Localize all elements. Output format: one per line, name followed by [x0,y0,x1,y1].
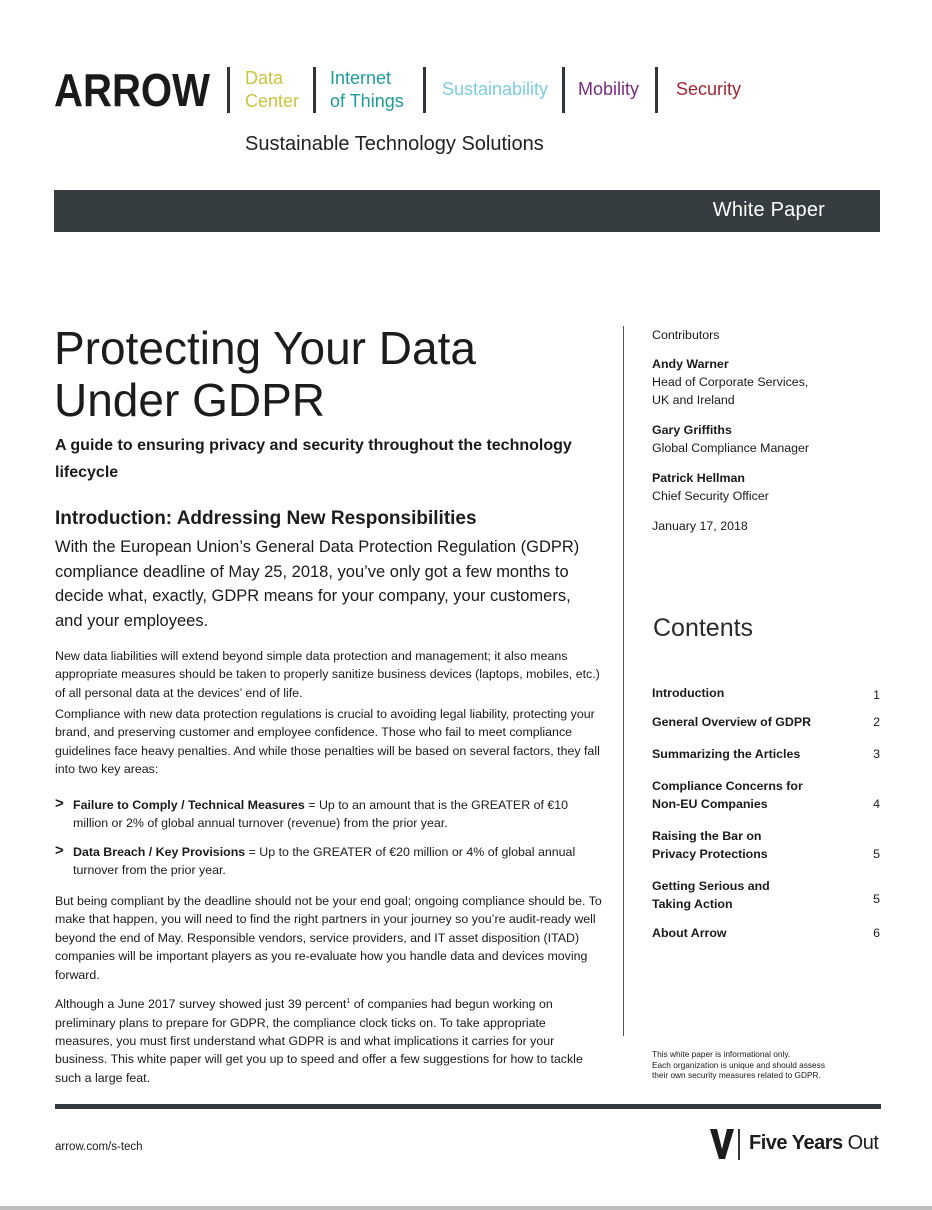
penalty-bullet-1 [55,796,603,833]
toc-page-number: 5 [873,847,880,861]
bullet-bold: Data Breach / Key Provisions [73,845,246,859]
contributor-role: Head of Corporate Services, [652,375,809,389]
contributor-role: Chief Security Officer [652,489,769,503]
disclaimer-line: Each organization is unique and should assess [652,1059,825,1070]
toc-label-text: Compliance Concerns for [652,779,803,793]
toc-label-text: Privacy Protections [652,847,768,861]
column-divider [623,326,624,1036]
toc-item-summarizing-articles[interactable] [652,745,842,763]
toc-label-text: Introduction [652,686,725,700]
category-label-line2: of Things [330,91,404,111]
toc-page-number: 3 [873,747,880,761]
toc-page-number: 1 [873,688,880,702]
arrow-logo-text: ARROW [54,64,211,116]
disclaimer-line: This white paper is informational only. [652,1049,791,1059]
toc-label-text: Getting Serious and [652,879,770,893]
page-title [54,322,594,426]
chevron-right-icon: > [55,842,64,859]
category-label-line1: Mobility [578,79,640,99]
toc-page-number: 6 [873,926,880,940]
toc-label-text: General Overview of GDPR [652,715,812,729]
bullet-text [73,796,603,833]
para4-start: Although a June 2017 survey showed just 39 percent [55,997,347,1012]
header-divider [655,67,658,113]
five-years-out-wordmark [749,1132,878,1155]
contributor-name: Andy Warner [652,357,729,371]
para4-end: of companies had begun working on preliminary plans to prepare for GDPR, the compliance clock ticks on. To take appropriate measures, you must first understand what GDPR is and what implications it carries for your business. This white paper will get you up to speed and offer a few suggestions for how to tackle such a large feat. [55,997,583,1085]
toc-item-general-overview[interactable] [652,713,842,731]
tagline: Sustainable Technology Solutions [245,133,544,155]
toc-item-getting-serious[interactable] [652,877,842,913]
header-divider [423,67,426,113]
contributors-label: Contributors [652,328,720,342]
footer-rule [55,1104,881,1109]
toc-item-about-arrow[interactable] [652,924,842,942]
category-label-line1: Sustainability [442,79,549,99]
footnote-ref[interactable]: 1 [346,998,351,1005]
contents-title: Contents [653,614,754,642]
contributor [652,355,882,409]
category-data-center[interactable] [245,67,299,113]
contributor [652,421,882,457]
category-sustainability[interactable] [442,78,548,101]
white-paper-banner [54,190,880,232]
contributor-role: Global Compliance Manager [652,441,810,455]
toc-label-text: Taking Action [652,897,733,911]
body-paragraph-3: But being compliant by the deadline should not be your end goal; ongoing compliance should be. To make that happen, you will need to find the right partners in your journey so you’re audit-ready well beyond the end of May. Responsible vendors, service providers, and IT asset disposition (ITAD) companies will be important players as you re-evaluate how you handle data and devices moving forward. [55,894,602,982]
bullet-body: = Up to an amount that is the GREATER of €10 million or 2% of global annual turnover (revenue) from the prior year. [73,798,569,831]
category-mobility[interactable] [578,78,639,101]
toc-label-text: Non-EU Companies [652,797,768,811]
title-line-1: Protecting Your Data [54,322,476,374]
contributor-name: Gary Griffiths [652,423,732,437]
toc-page-number: 2 [873,715,880,729]
bullet-body: = Up to the GREATER of €20 million or 4% of global annual turnover from the prior year. [73,845,576,878]
category-security[interactable] [676,78,741,101]
header-divider [227,67,230,113]
toc-item-introduction[interactable] [652,684,842,702]
five-years-out-icon [710,1129,734,1159]
category-label-line1: Data [245,68,284,88]
header-divider [562,67,565,113]
contributor-role: UK and Ireland [652,393,735,407]
subtitle: A guide to ensuring privacy and security throughout the technology lifecycle [55,437,572,481]
penalty-bullet-2 [55,843,603,880]
body-paragraph-1: New data liabilities will extend beyond simple data protection and management; it also means appropriate measures should be taken to properly sanitize business devices (laptops, mobiles, etc.) of all personal data at the devices’ end of life. [55,649,600,700]
header-divider [313,67,316,113]
toc-item-compliance-concerns[interactable] [652,777,842,813]
footer-brand-divider [738,1129,740,1160]
category-label-line1: Security [676,79,742,99]
bullet-bold: Failure to Comply / Technical Measures [73,798,305,812]
category-label-line1: Internet [330,68,392,88]
chevron-right-icon: > [55,795,64,812]
section-heading: Introduction: Addressing New Responsibilities [55,508,477,529]
title-line-2: Under GDPR [54,374,325,426]
arrow-logo [54,64,211,116]
lead-paragraph: With the European Union’s General Data Protection Regulation (GDPR) compliance deadline of May 25, 2018, you’ve only got a few months to decide what, exactly, GDPR means for your company, your customers, and your employees. [55,538,580,630]
toc-label-text: Summarizing the Articles [652,747,801,761]
toc-page-number: 5 [873,892,880,906]
disclaimer-line: their own security measures related to GDPR. [652,1070,821,1080]
toc-item-raising-the-bar[interactable] [652,827,842,863]
brand-regular: Out [842,1132,879,1154]
toc-label-text: About Arrow [652,926,727,940]
brand-bold: Five Years [749,1132,843,1154]
contributor [652,469,882,505]
banner-label: White Paper [712,199,825,221]
body-paragraph-2: Compliance with new data protection regulations is crucial to avoiding legal liability, protecting your brand, and preserving customer and employee confidence. Those who fail to meet compliance guidelines face heavy penalties. And while those penalties will be based on several factors, they fall into two key areas: [55,707,600,777]
publication-date: January 17, 2018 [652,519,748,533]
category-label-line2: Center [245,91,300,111]
disclaimer [652,1049,852,1081]
toc-label-text: Raising the Bar on [652,829,762,843]
toc-page-number: 4 [873,797,880,811]
category-internet-of-things[interactable] [330,67,404,113]
arrow-logo-mark [54,64,211,116]
footer-url-link[interactable]: arrow.com/s-tech [55,1141,143,1153]
body-paragraph-4 [55,993,603,1087]
page-bottom-edge [0,1206,932,1210]
contributor-name: Patrick Hellman [652,471,745,485]
bullet-text [73,843,603,880]
